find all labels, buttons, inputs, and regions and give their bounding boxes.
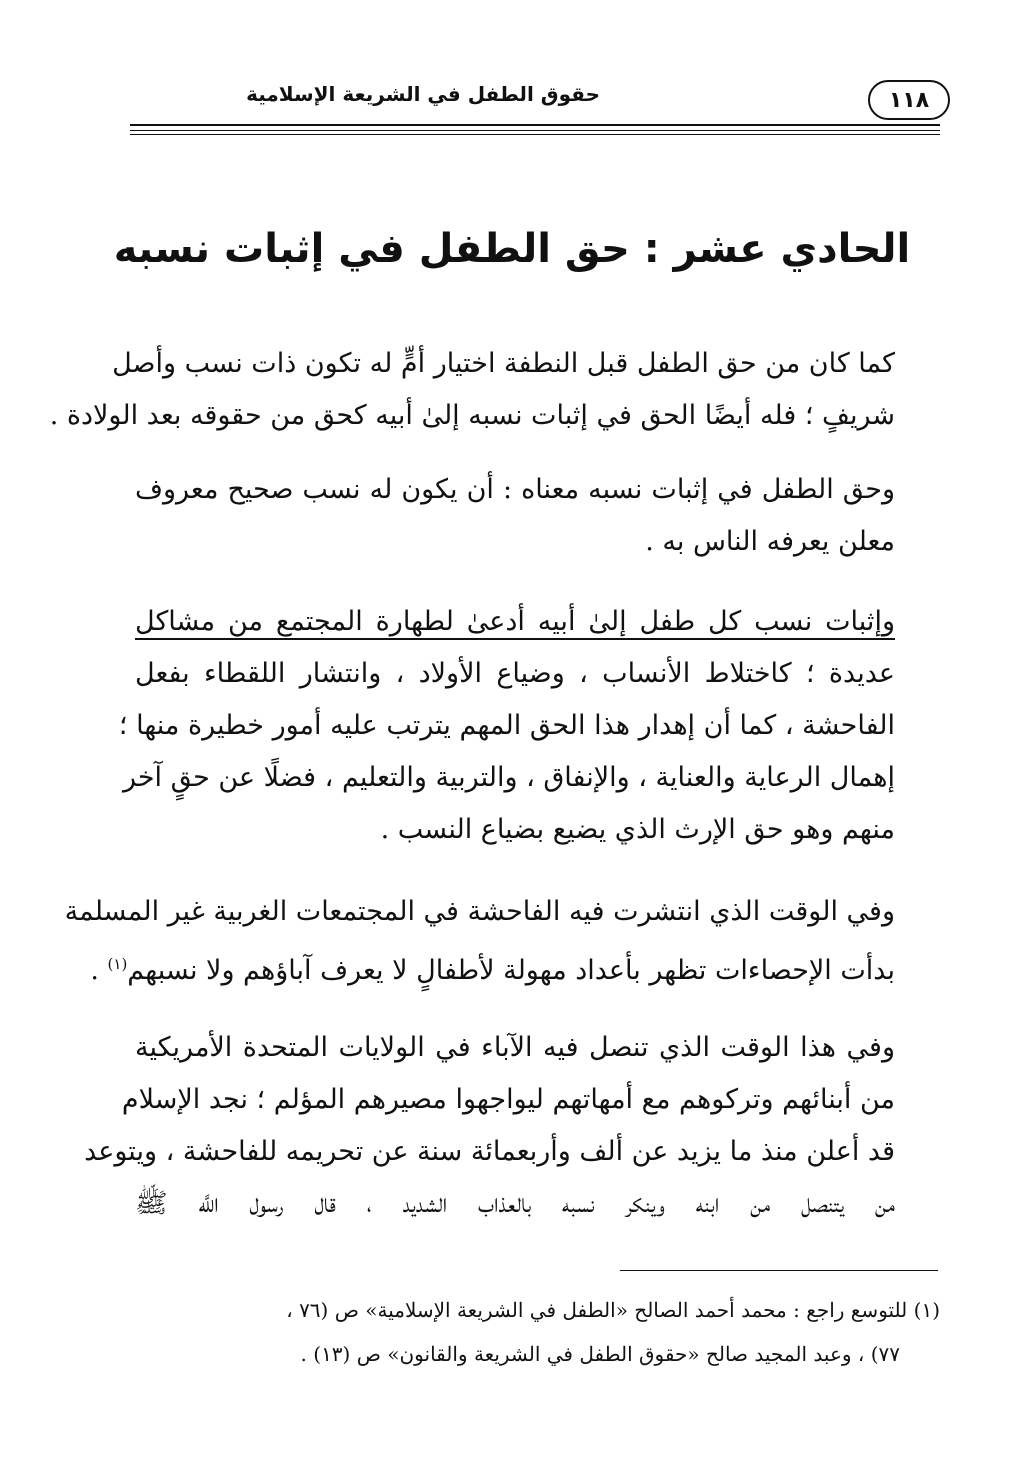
paragraph <box>49 338 895 442</box>
paragraph <box>135 464 895 568</box>
footnote-separator <box>620 1270 938 1271</box>
text-line: عديدة ؛ كاختلاط الأنساب ، وضياع الأولاد ، وانتشار اللقطاء بفعل <box>135 658 895 689</box>
footnote-line: ٧٧) ، وعبد المجيد صالح «حقوق الطفل في الشريعة والقانون» ص (١٣) . <box>300 1342 900 1366</box>
text-line: شريفٍ ؛ فله أيضًا الحق في إثبات نسبه إلىٰ أبيه كحق من حقوقه بعد الولادة . <box>49 400 895 431</box>
text-line: قد أعلن منذ ما يزيد عن ألف وأربعمائة سنة عن تحريمه للفاحشة ، ويتوعد <box>84 1136 895 1167</box>
text-segment: بدأت الإحصاءات تظهر بأعداد مهولة لأطفالٍ لا يعرف آباؤهم ولا نسبهم <box>127 955 895 986</box>
page-number: ١١٨ <box>868 80 950 120</box>
paragraph <box>64 886 895 990</box>
footnotes <box>140 1288 940 1376</box>
footnote-ref: (١) <box>107 955 128 973</box>
header-rule <box>130 124 940 126</box>
text-line <box>90 938 895 990</box>
text-segment: . <box>90 955 99 986</box>
header-rule <box>130 130 940 131</box>
paragraph <box>84 1022 895 1230</box>
text-line: وفي هذا الوقت الذي تنصل فيه الآباء في الولايات المتحدة الأمريكية <box>135 1032 895 1063</box>
text-line: منهم وهو حق الإرث الذي يضيع بضياع النسب . <box>380 814 895 845</box>
running-title: حقوق الطفل في الشريعة الإسلامية <box>246 82 600 106</box>
text-line: وحق الطفل في إثبات نسبه معناه : أن يكون له نسب صحيح معروف <box>135 474 895 505</box>
page-header <box>110 72 940 132</box>
text-line: وإثبات نسب كل طفل إلىٰ أبيه أدعىٰ لطهارة المجتمع من مشاكل <box>135 606 895 637</box>
text-line: إهمال الرعاية والعناية ، والإنفاق ، والتربية والتعليم ، فضلًا عن حقٍ آخر <box>122 762 895 793</box>
text-line: كما كان من حق الطفل قبل النطفة اختيار أمٍّ له تكون ذات نسب وأصل <box>112 348 895 379</box>
chapter-title: الحادي عشر : حق الطفل في إثبات نسبه <box>113 226 911 272</box>
footnote-line: (١) للتوسع راجع : محمد أحمد الصالح «الطفل في الشريعة الإسلامية» ص (٧٦ ، <box>286 1298 940 1322</box>
text-line: وفي الوقت الذي انتشرت فيه الفاحشة في المجتمعات الغربية غير المسلمة <box>64 896 895 927</box>
text-line: الفاحشة ، كما أن إهدار هذا الحق المهم يترتب عليه أمور خطيرة منها ؛ <box>118 710 895 741</box>
text-line: من يتنصل من ابنه وينكر نسبه بالعذاب الشديد ، قال رسول اللَّه ﷺ <box>135 1188 895 1219</box>
text-line: من أبنائهم وتركوهم مع أمهاتهم ليواجهوا مصيرهم المؤلم ؛ نجد الإسلام <box>121 1084 895 1115</box>
paragraph <box>118 596 895 856</box>
header-rule <box>130 134 940 135</box>
text-line: معلن يعرفه الناس به . <box>645 526 895 557</box>
